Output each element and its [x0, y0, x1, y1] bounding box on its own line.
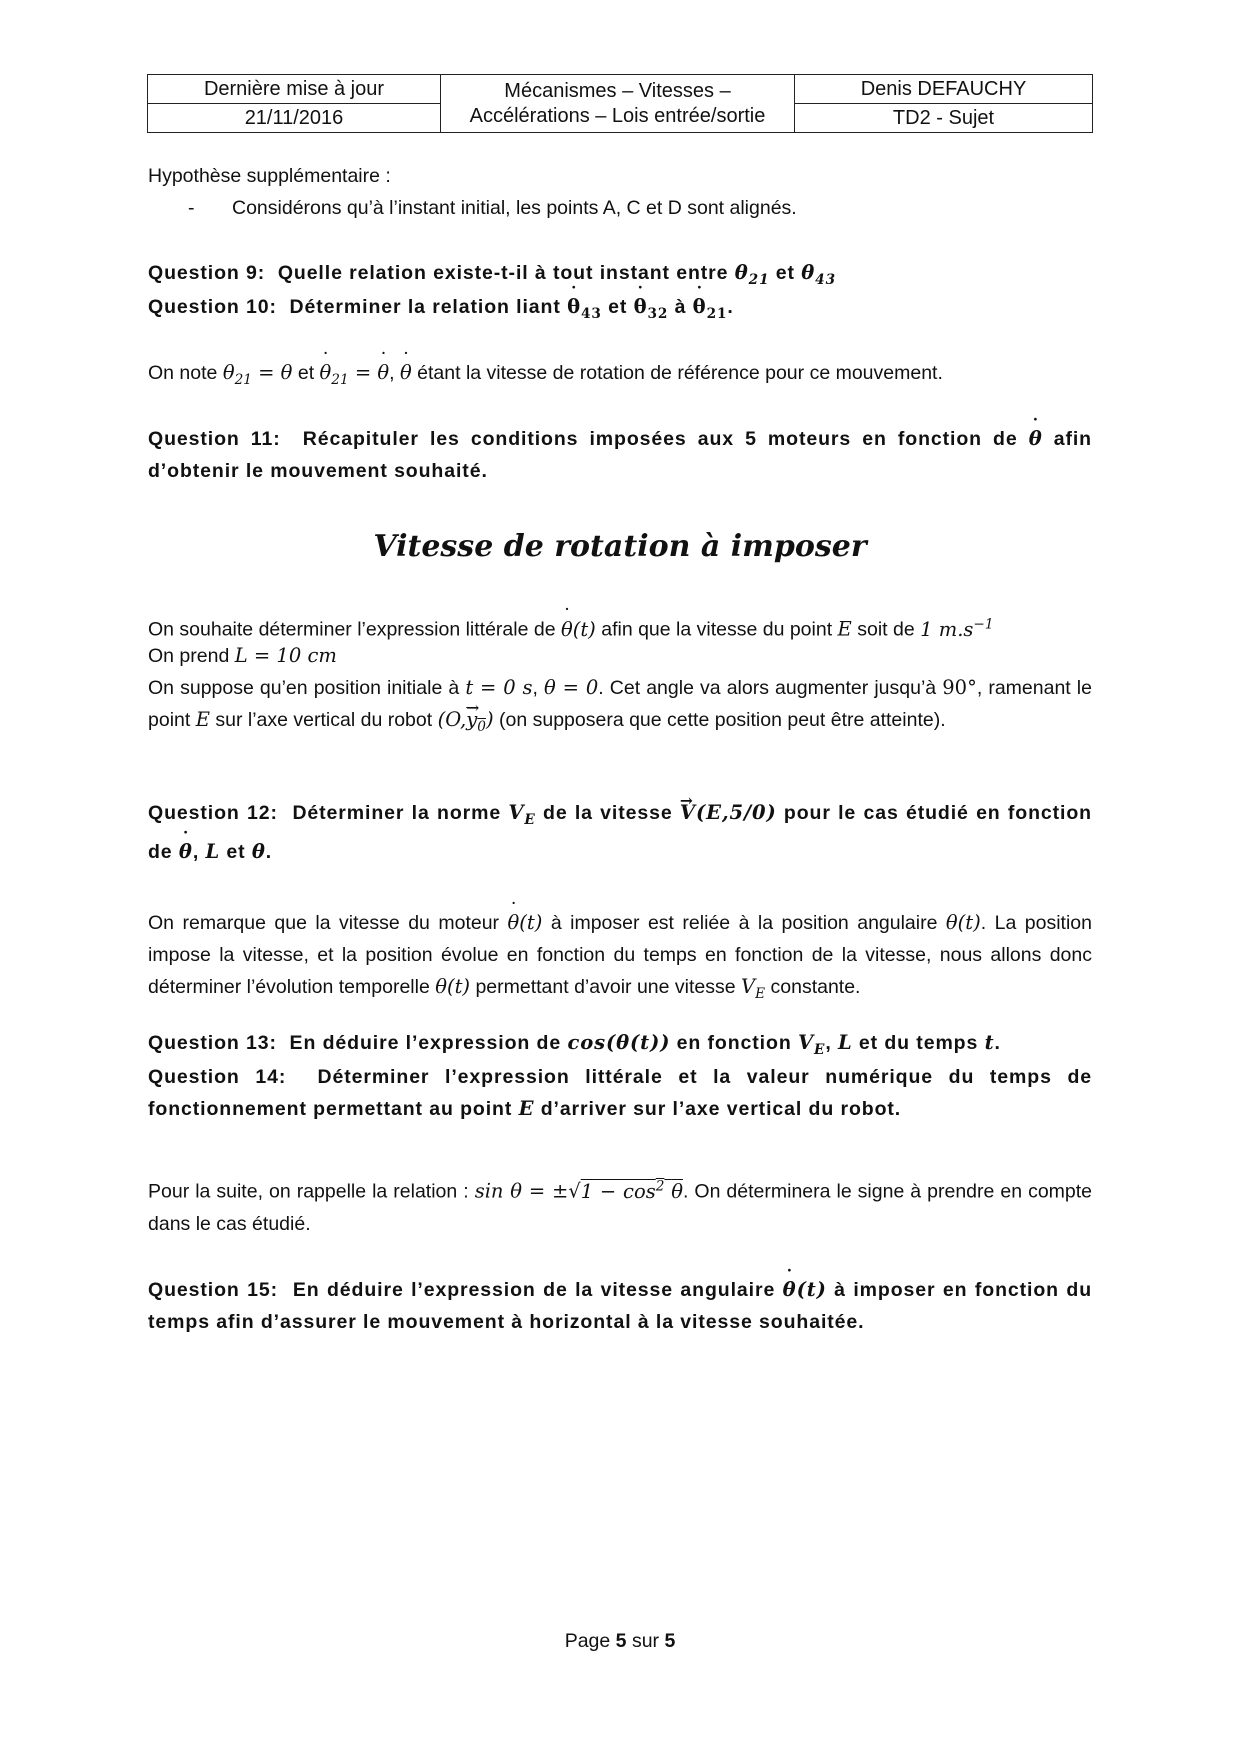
- setup-text-f: ramenant le point: [148, 677, 1092, 731]
- section-title: Vitesse de rotation à imposer: [373, 529, 867, 564]
- question-10-label: Question 10:: [148, 296, 277, 318]
- length-value: L = 10 cm: [234, 644, 337, 667]
- setup-text-h: (on supposera que cette position peut être atteinte).: [499, 709, 946, 731]
- question-15: [148, 1274, 1092, 1338]
- footer-mid: sur: [631, 1630, 660, 1652]
- setup-line-2: [148, 640, 1092, 672]
- hypothesis-heading: Hypothèse supplémentaire :: [148, 165, 391, 187]
- paragraph-3-text-b: On déterminera le signe à prendre en compte dans le cas étudié.: [148, 1180, 1093, 1235]
- velocity-vector: V →(E,5/0): [680, 801, 777, 824]
- notation-theta-dot-ref: θ ˙: [400, 361, 412, 384]
- setup-text-c: soit de: [857, 618, 915, 641]
- setup-text-b: afin que la vitesse du point: [601, 618, 833, 641]
- course-title-line1: Mécanismes – Vitesses –: [504, 79, 731, 102]
- vertical-axis: ($O,y_0$ →): [438, 708, 494, 731]
- cos-theta-t: cos(θ(t)): [567, 1031, 671, 1054]
- notation-theta-dot: θ $˙_{21} = \theta$ ˙: [320, 361, 390, 384]
- notation-text-c: étant la vitesse de rotation de référence pour ce mouvement.: [417, 362, 943, 384]
- header-table: [147, 74, 1093, 133]
- page-footer: [0, 1630, 1240, 1653]
- hypothesis-bullet: [148, 192, 1092, 224]
- paragraph-2-text-d: permettant d’avoir une vitesse: [475, 976, 736, 998]
- updated-label: Dernière mise à jour: [148, 75, 441, 104]
- notation-text-b: et: [297, 362, 315, 384]
- question-13-text-b: en fonction: [676, 1032, 792, 1054]
- setup-paragraph: On suppose qu’en position initiale à t = 0 s, θ = 0. Cet angle va alors augmenter jusqu’à 90°, ramenant le point E sur l’axe vertical du robot ($O,y_0$ →) (on supposera que cette position peut être atteinte).: [148, 672, 1092, 743]
- question-15-text-a: En déduire l’expression de la vitesse angulaire: [292, 1279, 776, 1301]
- question-10-text: Déterminer la relation liant: [289, 296, 561, 318]
- setup-text-d: On suppose qu’en position initiale à: [148, 677, 460, 699]
- final-angle: 90°: [942, 676, 977, 699]
- bullet-text: Considérons qu’à l’instant initial, les points A, C et D sont alignés.: [232, 197, 797, 219]
- question-13-text-a: En déduire l’expression de: [289, 1032, 562, 1054]
- question-11: [148, 423, 1092, 487]
- bullet-dash: -: [188, 197, 195, 219]
- setup-text-l: On prend: [148, 645, 230, 667]
- question-15-label: Question 15:: [148, 1279, 279, 1301]
- point-e-3: E: [518, 1097, 535, 1120]
- question-13: Question 13: En déduire l’expression de cos(θ(t)) en fonction $V_E$, L et du temps t.: [148, 1031, 1001, 1058]
- paragraph-3-text-a: Pour la suite, on rappelle la relation :: [148, 1180, 469, 1203]
- paragraph-2-text-b: à imposer est reliée à la position angulaire: [550, 912, 938, 934]
- question-14-label: Question 14:: [148, 1066, 287, 1088]
- theta-dot-t: θ ˙(t): [561, 618, 596, 641]
- point-e: E: [837, 617, 852, 641]
- footer-page-number: 5: [615, 1630, 627, 1652]
- footer-page-total: 5: [664, 1630, 676, 1652]
- q13-vars: $V_E$: [797, 1031, 826, 1058]
- question-14-text-b: d’arriver sur l’axe vertical du robot.: [540, 1098, 902, 1120]
- question-15-text-b: à imposer en fonction du temps afin d’assurer le mouvement à horizontal à la vitesse souhaitée.: [148, 1279, 1093, 1333]
- question-11-text-a: Récapituler les conditions imposées aux 5 moteurs en fonction de: [302, 428, 1018, 450]
- initial-time: t = 0 s: [465, 676, 533, 699]
- q12-vars: θ ˙: [179, 840, 193, 863]
- theta-21: $\theta_{21}$: [734, 261, 770, 288]
- course-title: [441, 75, 795, 133]
- question-12-text-b: de la vitesse: [543, 802, 673, 824]
- footer-prefix: Page: [564, 1630, 611, 1652]
- ve: $V_E$: [741, 975, 766, 1002]
- theta-t: θ(t): [945, 911, 981, 934]
- setup-text-a: On souhaite déterminer l’expression littérale de: [148, 618, 556, 641]
- paragraph-2-text-a: On remarque que la vitesse du moteur: [148, 912, 500, 934]
- author-name: Denis DEFAUCHY: [795, 75, 1093, 104]
- question-14-text-a: Déterminer l’expression littérale et la valeur numérique du temps de fonctionnement permettant au point: [148, 1066, 1093, 1120]
- notation-theta: $\theta_{21} = \theta$: [222, 361, 293, 388]
- setup-text-e: Cet angle va alors augmenter jusqu’à: [609, 677, 937, 699]
- setup-text-g: sur l’axe vertical du robot: [215, 709, 433, 731]
- paragraph-motor-speed: On remarque que la vitesse du moteur θ ˙(t) à imposer est reliée à la position angulaire θ(t). La position impose la vitesse, et la position évolue en fonction du temps en fonction de la vitesse, nous allons donc déterminer l’évolution temporelle θ(t) permettant d’avoir une vitesse $V_E$ constante.: [148, 907, 1092, 1010]
- notation-text-a: On note: [148, 362, 218, 384]
- update-date: 21/11/2016: [148, 104, 441, 133]
- question-12-text-c: pour le cas étudié en fonction de: [148, 802, 1092, 863]
- question-9-label: Question 9:: [148, 262, 266, 284]
- question-13-label: Question 13:: [148, 1032, 277, 1054]
- speed-value: 1 $m.s^{-1}$: [920, 616, 994, 641]
- point-e-2: E: [195, 708, 210, 731]
- question-12-label: Question 12:: [148, 802, 278, 824]
- theta-dot-t-2: θ ˙(t): [508, 911, 543, 934]
- theta-dot: θ ˙: [1029, 427, 1043, 450]
- theta-dot-t-3: θ ˙(t): [783, 1278, 827, 1301]
- initial-angle: θ = 0: [544, 676, 599, 699]
- course-title-line2: Accélérations – Lois entrée/sortie: [469, 104, 766, 127]
- sine-relation: $\sin \theta = \pm√1 - \cos^2 \theta$: [474, 1178, 683, 1203]
- ve-norm: $V_E$: [508, 801, 536, 828]
- question-10: Question 10: Déterminer la relation liant θ $˙_{43}$ et θ $˙_{32}$ à θ $˙_{21}$.: [148, 291, 1092, 330]
- theta-43: $\theta_{43}$: [801, 261, 836, 288]
- theta-dot-43: θ $˙_{43}$: [567, 295, 602, 318]
- question-9-text: Quelle relation existe-t-il à tout instant entre: [277, 262, 729, 284]
- theta-dot-21: θ $˙_{21}$: [693, 295, 728, 318]
- question-12: Question 12: Déterminer la norme $V_E$ de la vitesse V →(E,5/0) pour le cas étudié en fonction de θ ˙, L et θ.: [148, 797, 1092, 868]
- question-9: Question 9: Quelle relation existe-t-il à tout instant entre $\theta_{21}$ et $\theta_{43}$: [148, 261, 836, 288]
- paragraph-2-text-e: constante.: [770, 976, 861, 998]
- theta-dot-32: θ $˙_{32}$: [634, 295, 669, 318]
- document-id: TD2 - Sujet: [795, 104, 1093, 133]
- theta-t-2: θ(t): [435, 975, 471, 998]
- question-14: [148, 1061, 1092, 1125]
- paragraph-2-text-c: La position impose la vitesse, et la position évolue en fonction du temps en fonction de la vitesse, nous allons donc déterminer l’évolution temporelle: [148, 912, 1092, 998]
- question-12-text-a: Déterminer la norme: [292, 802, 502, 824]
- paragraph-sine-relation: Pour la suite, on rappelle la relation : $\sin \theta = \pm√1 - \cos^2 \theta$. On déterminera le signe à prendre en compte dans le cas étudié.: [148, 1178, 1093, 1235]
- question-11-text-b: afin d’obtenir le mouvement souhaité.: [148, 428, 1092, 482]
- notation-line: On note $\theta_{21} = \theta$ et θ $˙_{21} = \theta$ ˙, θ ˙ étant la vitesse de rotation de référence pour ce mouvement.: [148, 357, 1092, 396]
- question-13-text-c: et du temps: [858, 1032, 979, 1054]
- question-11-label: Question 11:: [148, 428, 281, 450]
